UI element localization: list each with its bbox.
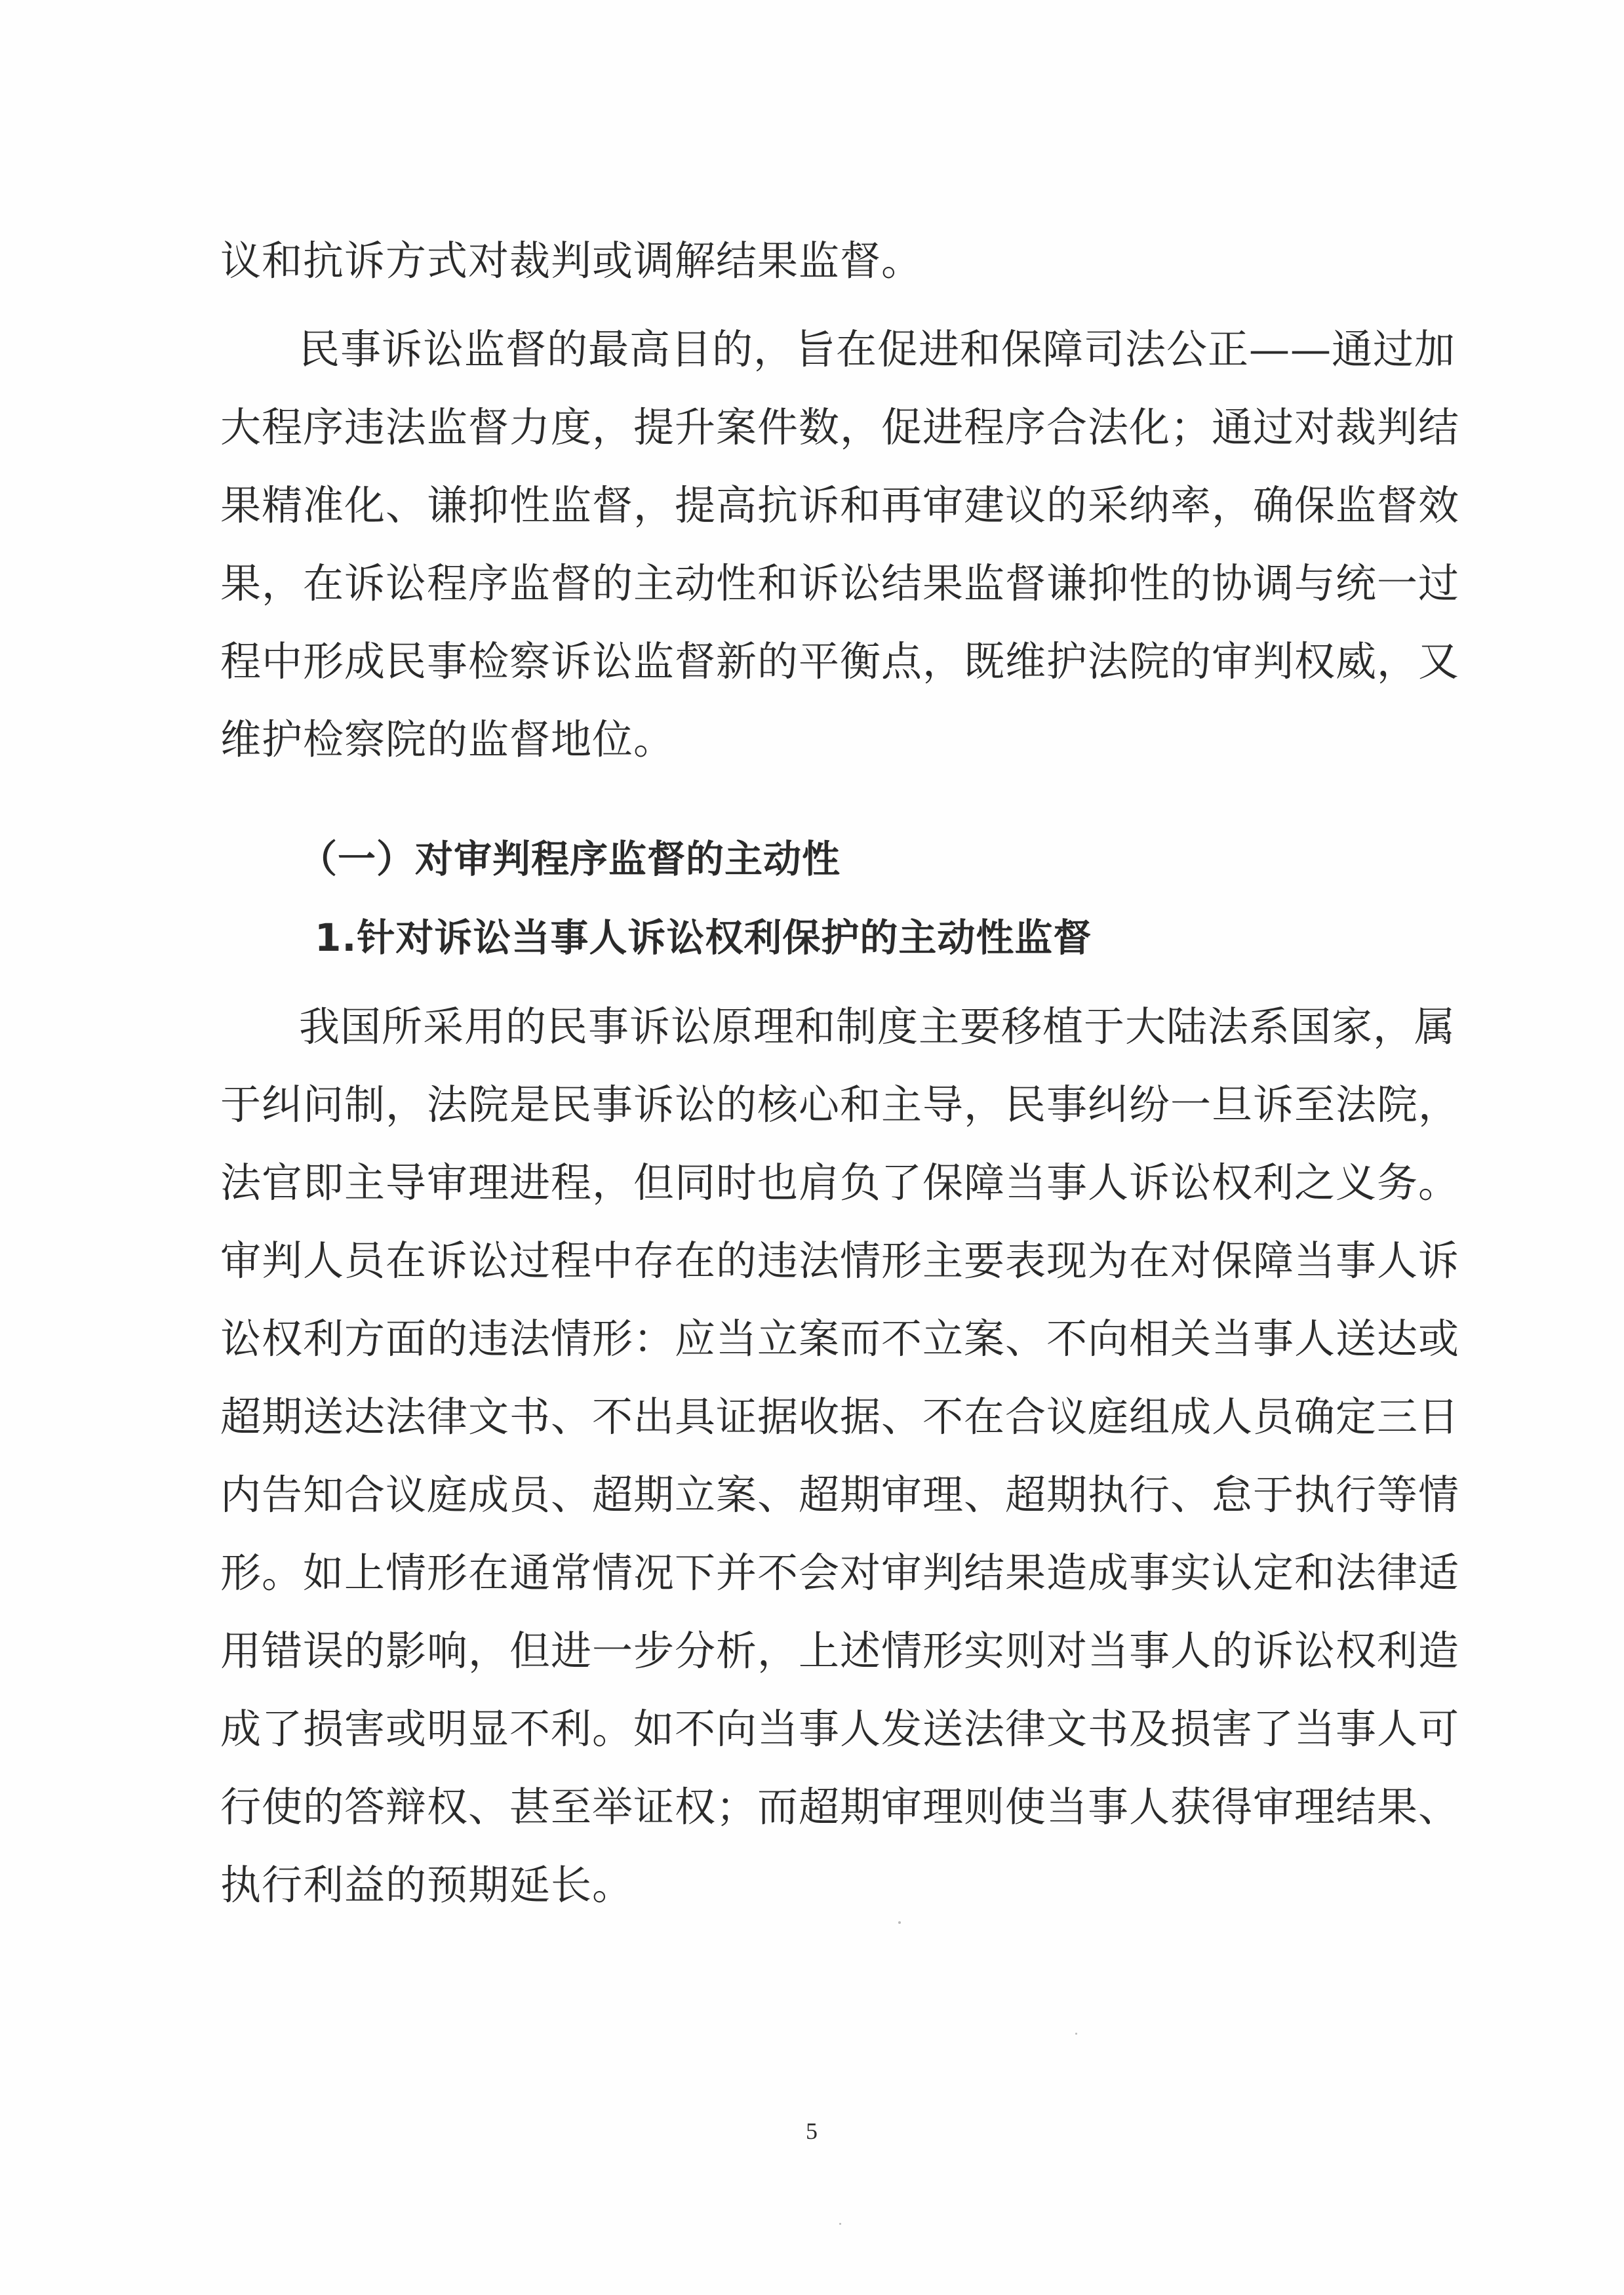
scan-speck xyxy=(1075,2033,1077,2035)
paragraph-line: 审判人员在诉讼过程中存在的违法情形主要表现为在对保障当事人诉 xyxy=(220,1237,1460,1285)
paragraph-line: 超期送达法律文书、不出具证据收据、不在合议庭组成人员确定三日 xyxy=(220,1393,1460,1441)
subsection-heading: 1.针对诉讼当事人诉讼权利保护的主动性监督 xyxy=(315,915,1092,960)
paragraph-line: 我国所采用的民事诉讼原理和制度主要移植于大陆法系国家，属 xyxy=(299,1003,1456,1050)
paragraph-line: 维护检察院的监督地位。 xyxy=(220,715,675,763)
paragraph-line: 形。如上情形在通常情况下并不会对审判结果造成事实认定和法律适 xyxy=(220,1549,1460,1597)
paragraph-line: 议和抗诉方式对裁判或调解结果监督。 xyxy=(220,237,923,285)
paragraph-line: 执行利益的预期延长。 xyxy=(220,1861,634,1909)
paragraph-line: 法官即主导审理进程，但同时也肩负了保障当事人诉讼权利之义务。 xyxy=(220,1159,1460,1207)
paragraph-line: 程中形成民事检察诉讼监督新的平衡点，既维护法院的审判权威，又 xyxy=(220,637,1460,685)
paragraph-line: 讼权利方面的违法情形：应当立案而不立案、不向相关当事人送达或 xyxy=(220,1315,1460,1363)
scan-speck xyxy=(839,2223,841,2225)
paragraph-line: 行使的答辩权、甚至举证权；而超期审理则使当事人获得审理结果、 xyxy=(220,1783,1460,1831)
page-number: 5 xyxy=(806,2118,818,2144)
paragraph-line: 大程序违法监督力度，提升案件数，促进程序合法化；通过对裁判结 xyxy=(220,403,1460,451)
paragraph-line: 民事诉讼监督的最高目的，旨在促进和保障司法公正——通过加 xyxy=(299,325,1456,373)
paragraph-line: 内告知合议庭成员、超期立案、超期审理、超期执行、怠于执行等情 xyxy=(220,1471,1460,1519)
scan-speck xyxy=(898,1921,901,1924)
paragraph-line: 于纠问制，法院是民事诉讼的核心和主导，民事纠纷一旦诉至法院， xyxy=(220,1081,1460,1128)
paragraph-line: 用错误的影响，但进一步分析，上述情形实则对当事人的诉讼权利造 xyxy=(220,1627,1460,1675)
paragraph-line: 果精准化、谦抑性监督，提高抗诉和再审建议的采纳率，确保监督效 xyxy=(220,481,1460,529)
paragraph-line: 成了损害或明显不利。如不向当事人发送法律文书及损害了当事人可 xyxy=(220,1705,1460,1753)
section-heading: （一）对审判程序监督的主动性 xyxy=(299,837,841,881)
paragraph-line: 果，在诉讼程序监督的主动性和诉讼结果监督谦抑性的协调与统一过 xyxy=(220,559,1460,607)
